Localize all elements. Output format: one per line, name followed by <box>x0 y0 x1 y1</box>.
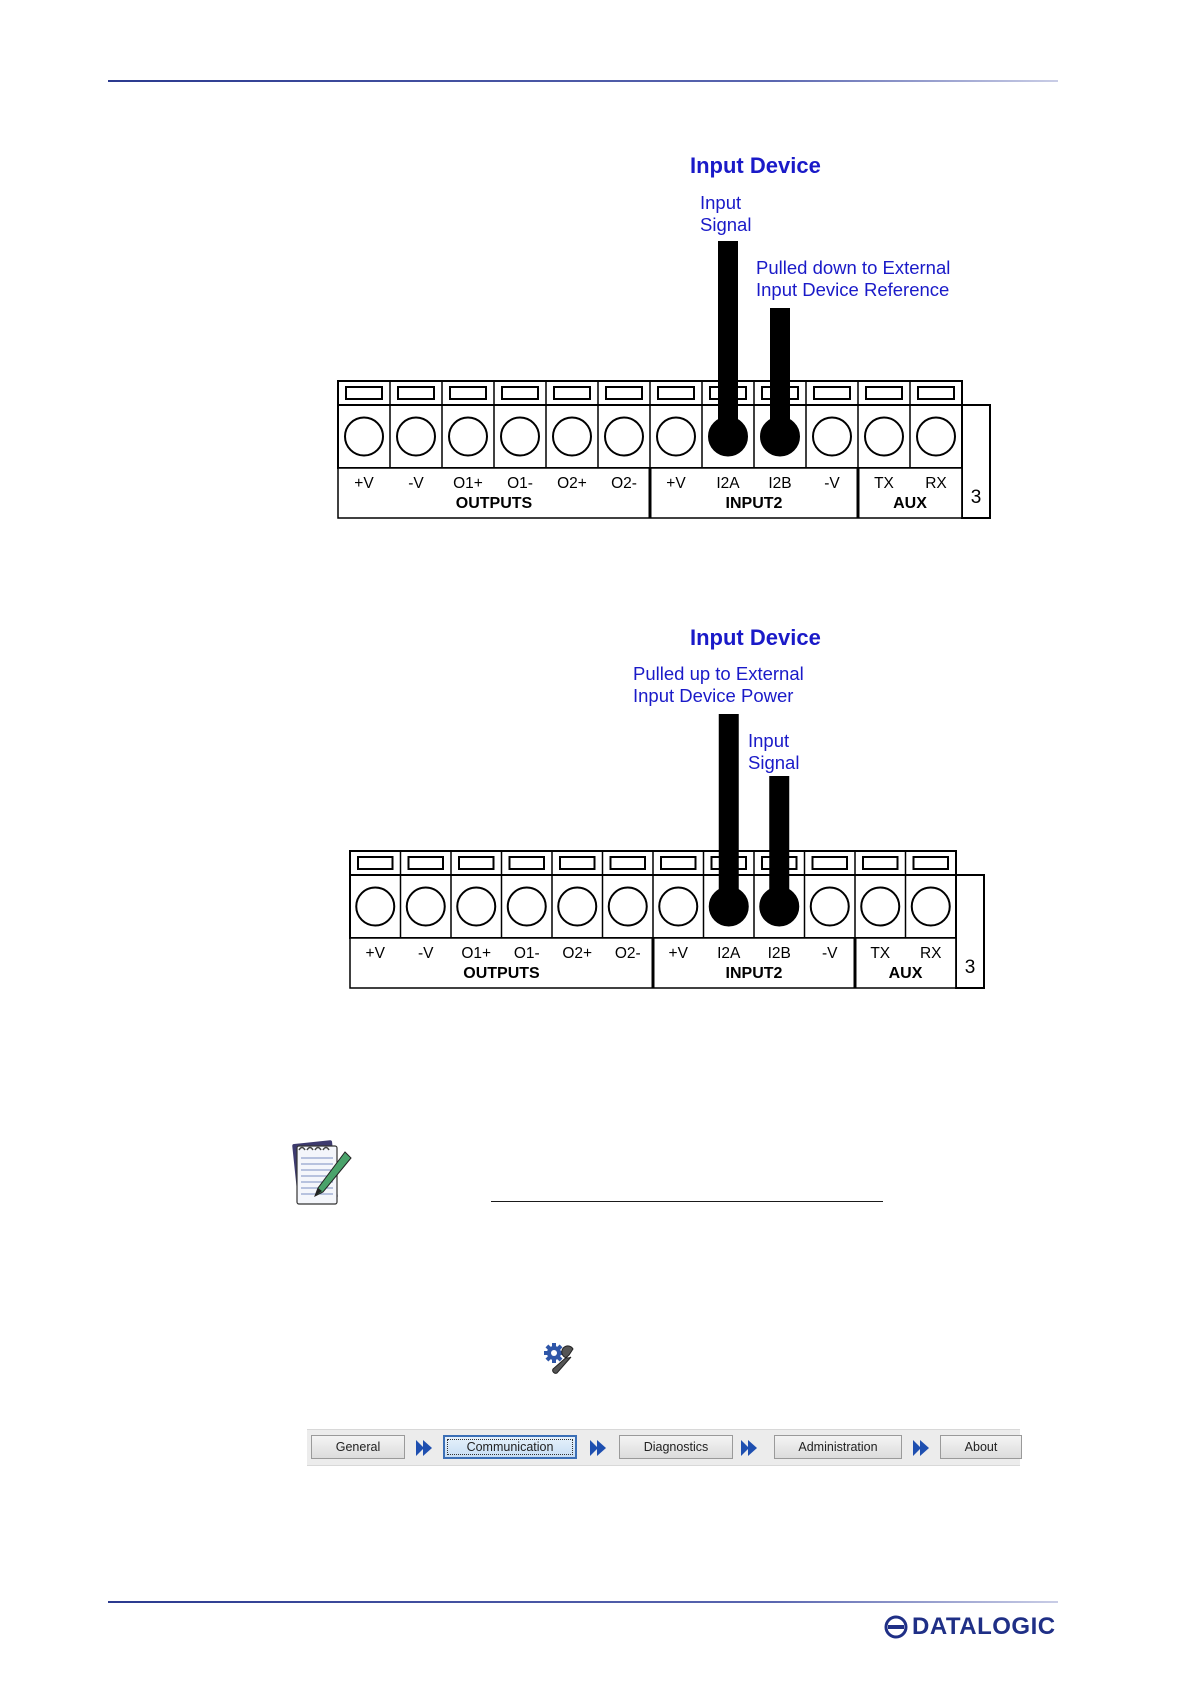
terminal-screw <box>912 888 950 926</box>
terminal-tab <box>661 857 696 869</box>
terminal-screw <box>811 888 849 926</box>
end-number: 3 <box>970 487 982 508</box>
terminal-label: -V <box>408 475 424 492</box>
terminal-label: I2A <box>717 945 741 962</box>
terminal-screw <box>917 418 955 456</box>
terminal-tab <box>450 387 486 399</box>
label-line: Input <box>748 730 790 751</box>
header-rule <box>108 80 1058 82</box>
double-chevron-right-icon <box>415 1439 433 1457</box>
wire <box>770 308 790 437</box>
terminal-label: O2+ <box>562 945 593 962</box>
wiring-diagram-pnp <box>0 610 1190 990</box>
logo-mark-icon <box>884 1615 908 1639</box>
terminal-screw <box>508 888 546 926</box>
terminal-label: I2A <box>716 475 740 492</box>
label-line: Input <box>700 192 742 213</box>
terminal-tab <box>866 387 902 399</box>
terminal-screw <box>659 888 697 926</box>
diagram-title: Input Device <box>690 625 821 650</box>
label-line: Pulled up to External <box>633 663 804 684</box>
label-line: Input Device Reference <box>756 279 950 300</box>
terminal-label: TX <box>874 475 894 492</box>
terminal-block <box>350 714 984 988</box>
terminal-screw <box>457 888 495 926</box>
group-label: AUX <box>893 495 927 512</box>
terminal-label: -V <box>418 945 434 962</box>
terminal-label: O1- <box>507 475 533 492</box>
terminal-screw <box>449 418 487 456</box>
terminal-tab <box>346 387 382 399</box>
toolbar-button-about[interactable]: About <box>940 1435 1022 1459</box>
terminal-tab <box>863 857 898 869</box>
terminal-label: -V <box>824 475 840 492</box>
terminal-tab <box>554 387 590 399</box>
terminal-tab <box>409 857 444 869</box>
note-pad-pencil-icon <box>287 1136 355 1208</box>
terminal-tab <box>502 387 538 399</box>
terminal-tab <box>560 857 595 869</box>
terminal-screw <box>605 418 643 456</box>
terminal-label: +V <box>365 945 385 962</box>
terminal-screw <box>501 418 539 456</box>
wiring-diagram-npn <box>0 140 1190 530</box>
terminal-tab <box>914 857 949 869</box>
terminal-label: O1- <box>513 945 540 962</box>
terminal-screw <box>657 418 695 456</box>
terminal-tab <box>606 387 642 399</box>
group-label: INPUT2 <box>725 495 783 512</box>
wire <box>769 776 789 907</box>
double-chevron-right-icon <box>912 1439 930 1457</box>
group-label: OUTPUTS <box>455 495 533 512</box>
terminal-screw <box>558 888 596 926</box>
terminal-screw <box>356 888 394 926</box>
group-label: AUX <box>888 965 923 982</box>
toolbar-button-diagnostics[interactable]: Diagnostics <box>619 1435 733 1459</box>
footer-rule <box>108 1601 1058 1603</box>
terminal-label: RX <box>925 475 947 492</box>
toolbar-button-administration[interactable]: Administration <box>774 1435 902 1459</box>
terminal-screw <box>397 418 435 456</box>
end-number: 3 <box>964 957 976 978</box>
terminal-screw <box>609 888 647 926</box>
terminal-screw <box>865 418 903 456</box>
label-line: Input Device Power <box>633 685 794 706</box>
terminal-label: -V <box>822 945 838 962</box>
logo-text: DATALOGIC <box>912 1613 1056 1640</box>
terminal-screw <box>345 418 383 456</box>
datalogic-logo <box>884 1613 1056 1641</box>
terminal-screw <box>553 418 591 456</box>
double-chevron-right-icon <box>589 1439 607 1457</box>
group-label: INPUT2 <box>725 965 783 982</box>
diagram-title: Input Device <box>690 153 821 178</box>
terminal-label: +V <box>668 945 688 962</box>
terminal-tab <box>510 857 545 869</box>
terminal-tab <box>814 387 850 399</box>
terminal-screw <box>861 888 899 926</box>
label-line: Signal <box>700 214 752 235</box>
terminal-label: RX <box>919 945 942 962</box>
terminal-label: O2- <box>611 475 637 492</box>
terminal-label: TX <box>870 945 891 962</box>
toolbar-button-communication[interactable]: Communication <box>443 1435 577 1459</box>
wire <box>719 714 739 907</box>
terminal-tab <box>813 857 848 869</box>
terminal-tab <box>658 387 694 399</box>
label-line: Pulled down to External <box>756 257 951 278</box>
double-chevron-right-icon <box>740 1439 758 1457</box>
gear-wrench-icon[interactable] <box>543 1343 577 1377</box>
terminal-label: I2B <box>767 945 791 962</box>
terminal-tab <box>918 387 954 399</box>
terminal-tab <box>358 857 393 869</box>
terminal-label: O2- <box>614 945 641 962</box>
terminal-label: +V <box>354 475 374 492</box>
terminal-label: O2+ <box>557 475 587 492</box>
terminal-screw <box>407 888 445 926</box>
terminal-screw <box>813 418 851 456</box>
terminal-tab <box>611 857 646 869</box>
terminal-label: O1+ <box>461 945 492 962</box>
terminal-tab <box>398 387 434 399</box>
terminal-label: O1+ <box>453 475 483 492</box>
menu-toolbar <box>307 1429 1020 1466</box>
terminal-label: I2B <box>768 475 792 492</box>
terminal-label: +V <box>666 475 686 492</box>
label-line: Signal <box>748 752 800 773</box>
link-underline[interactable] <box>491 1201 883 1202</box>
wire <box>718 241 738 437</box>
terminal-tab <box>459 857 494 869</box>
toolbar-button-general[interactable]: General <box>311 1435 405 1459</box>
group-label: OUTPUTS <box>463 965 540 982</box>
